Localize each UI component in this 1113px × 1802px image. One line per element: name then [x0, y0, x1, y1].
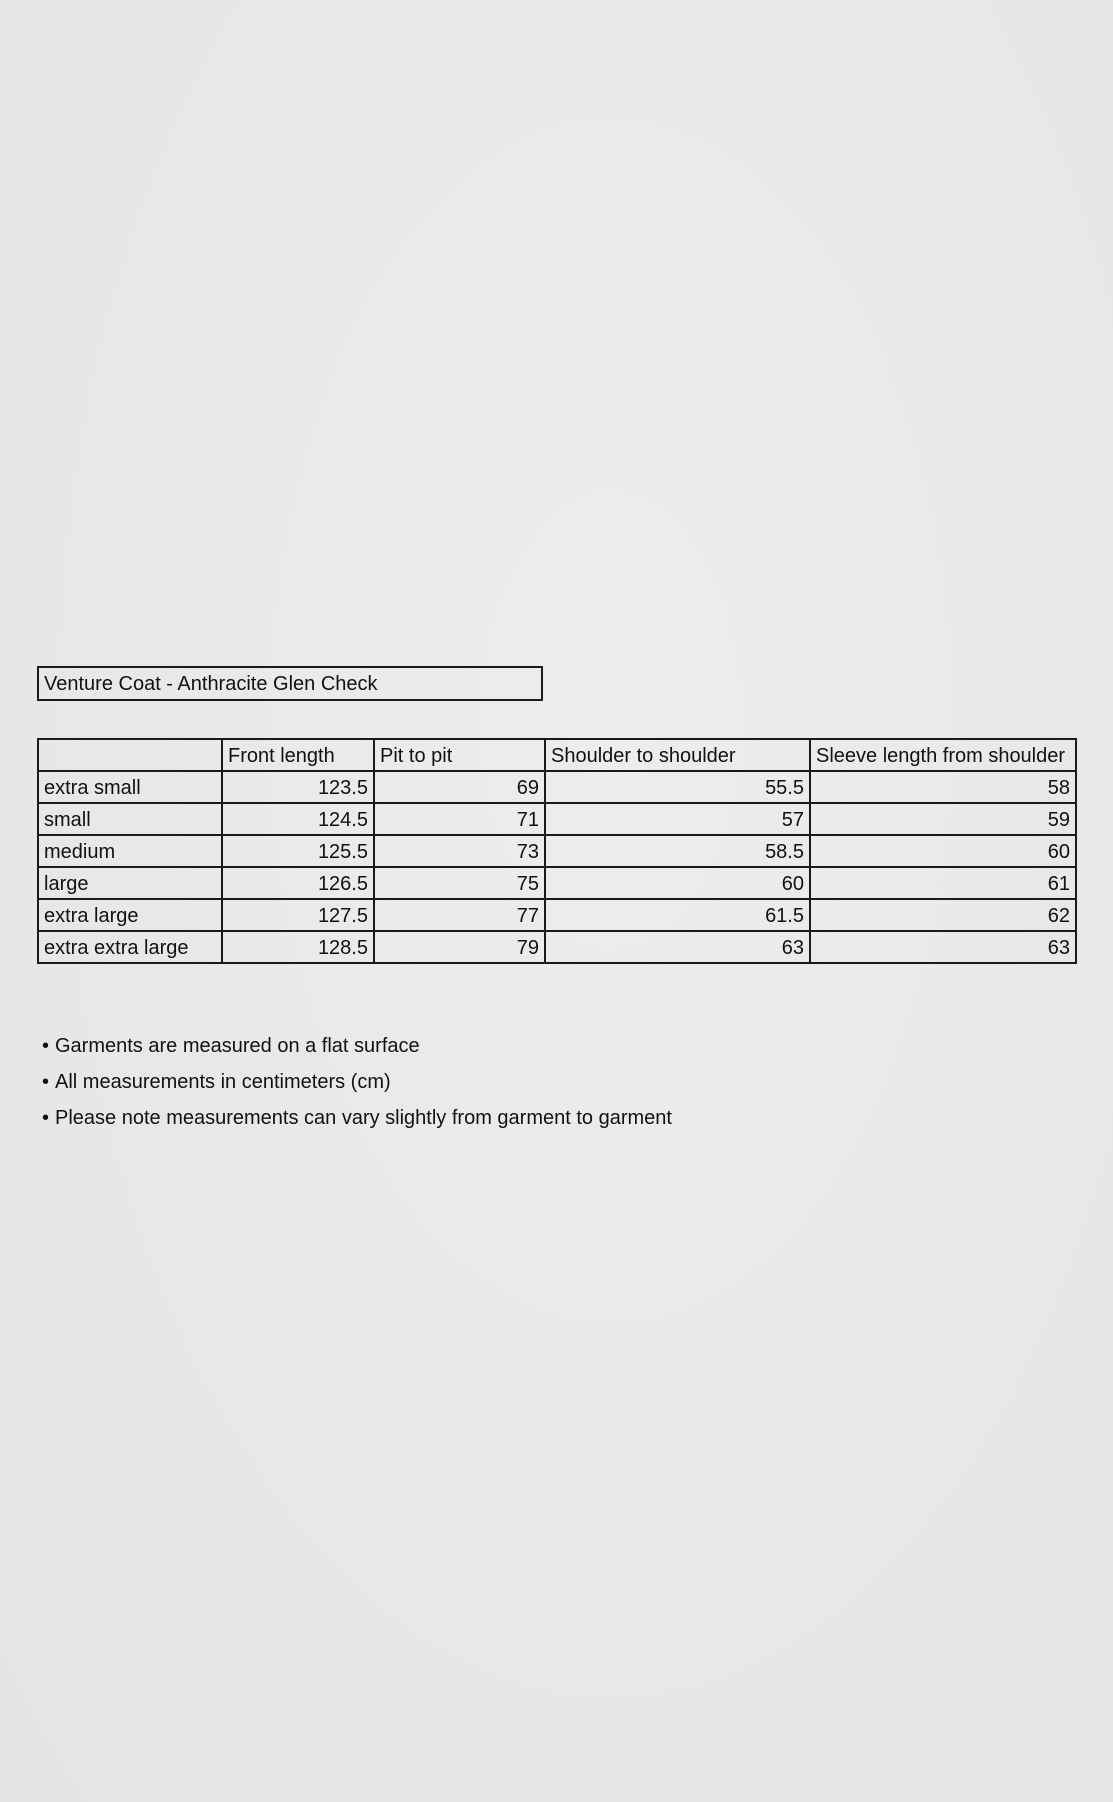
shoulder-to-shoulder-cell: 57	[545, 803, 810, 835]
sleeve-length-cell: 62	[810, 899, 1076, 931]
sleeve-length-cell: 59	[810, 803, 1076, 835]
document-title: Venture Coat - Anthracite Glen Check	[37, 666, 543, 701]
measurement-notes	[42, 1030, 672, 1138]
size-label: large	[38, 867, 222, 899]
sleeve-length-cell: 58	[810, 771, 1076, 803]
size-label: extra small	[38, 771, 222, 803]
table-row	[38, 899, 1076, 931]
bullet-icon: •	[42, 1035, 50, 1057]
front-length-cell: 127.5	[222, 899, 374, 931]
shoulder-to-shoulder-cell: 63	[545, 931, 810, 963]
note-item	[42, 1102, 672, 1138]
table-row	[38, 771, 1076, 803]
size-label: small	[38, 803, 222, 835]
table-row	[38, 835, 1076, 867]
size-chart-table	[37, 738, 1077, 964]
table-row	[38, 803, 1076, 835]
sleeve-length-cell: 63	[810, 931, 1076, 963]
pit-to-pit-cell: 71	[374, 803, 545, 835]
note-item	[42, 1030, 672, 1066]
note-item	[42, 1066, 672, 1102]
sleeve-length-cell: 60	[810, 835, 1076, 867]
note-text: Please note measurements can vary slightly from garment to garment	[55, 1107, 672, 1129]
shoulder-to-shoulder-cell: 58.5	[545, 835, 810, 867]
table-header-corner	[38, 739, 222, 771]
front-length-cell: 125.5	[222, 835, 374, 867]
table-header-row	[38, 739, 1076, 771]
pit-to-pit-cell: 73	[374, 835, 545, 867]
shoulder-to-shoulder-cell: 60	[545, 867, 810, 899]
pit-to-pit-cell: 69	[374, 771, 545, 803]
table-header-pit-to-pit: Pit to pit	[374, 739, 545, 771]
table-header-sleeve-length: Sleeve length from shoulder	[810, 739, 1076, 771]
shoulder-to-shoulder-cell: 55.5	[545, 771, 810, 803]
note-text: Garments are measured on a flat surface	[55, 1035, 420, 1057]
front-length-cell: 123.5	[222, 771, 374, 803]
bullet-icon: •	[42, 1107, 50, 1129]
pit-to-pit-cell: 75	[374, 867, 545, 899]
table-header-front-length: Front length	[222, 739, 374, 771]
shoulder-to-shoulder-cell: 61.5	[545, 899, 810, 931]
size-label: extra extra large	[38, 931, 222, 963]
table-row	[38, 931, 1076, 963]
pit-to-pit-cell: 79	[374, 931, 545, 963]
front-length-cell: 126.5	[222, 867, 374, 899]
table-row	[38, 867, 1076, 899]
size-label: medium	[38, 835, 222, 867]
front-length-cell: 124.5	[222, 803, 374, 835]
note-text: All measurements in centimeters (cm)	[55, 1071, 391, 1093]
front-length-cell: 128.5	[222, 931, 374, 963]
size-label: extra large	[38, 899, 222, 931]
pit-to-pit-cell: 77	[374, 899, 545, 931]
sleeve-length-cell: 61	[810, 867, 1076, 899]
table-header-shoulder-to-shoulder: Shoulder to shoulder	[545, 739, 810, 771]
bullet-icon: •	[42, 1071, 50, 1093]
